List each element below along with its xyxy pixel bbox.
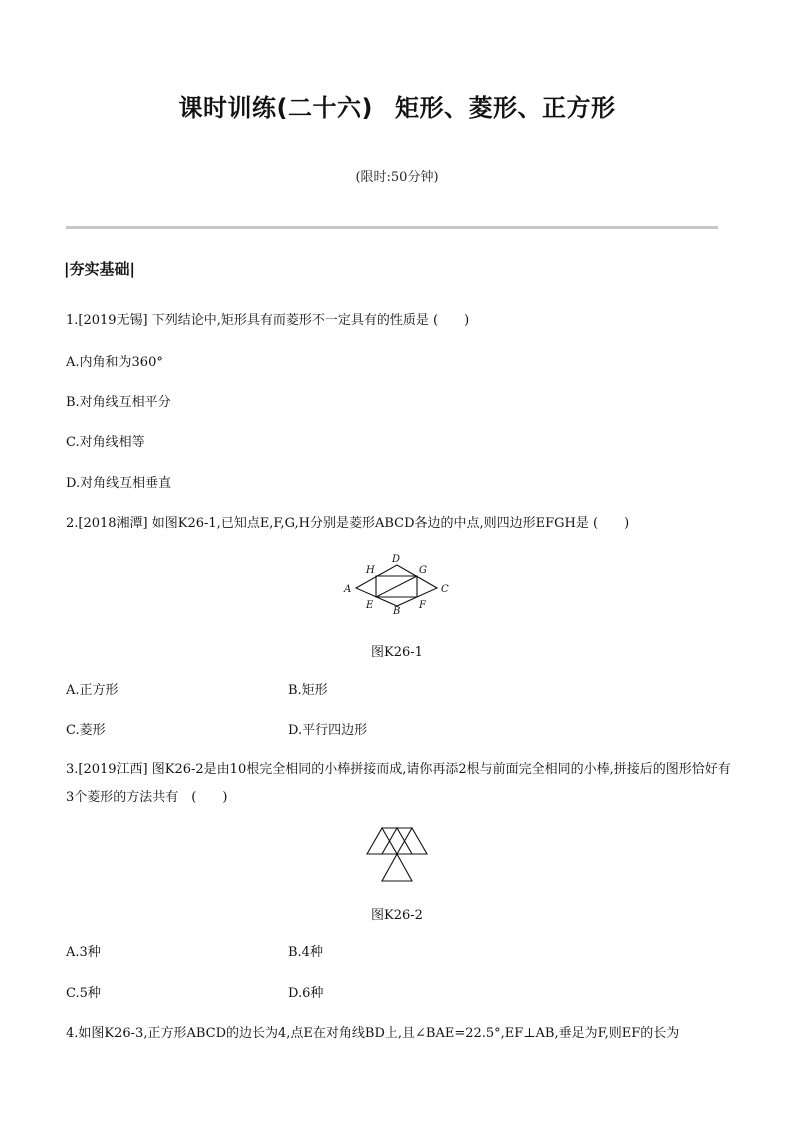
- question-3-stem: 3.[2019江西] 图K26-2是由10根完全相同的小棒拼接而成,请你再添2根与前面完全相同的小棒,拼接后的图形恰好有3个菱形的方法共有 ( ): [66, 762, 731, 805]
- triangle-center: [382, 828, 412, 854]
- page-title: [0, 88, 794, 123]
- question-3-option-a: A.3种: [66, 945, 101, 960]
- question-3-option-d: D.6种: [288, 986, 324, 1001]
- question-4-stem: 4.如图K26-3,正方形ABCD的边长为4,点E在对角线BD上,且∠BAE=22.5°,EF⊥AB,垂足为F,则EF的长为: [66, 1026, 680, 1041]
- figure-k26-2: [362, 826, 432, 884]
- question-1-option-c: C.对角线相等: [66, 435, 145, 450]
- question-2-stem: 2.[2018湘潭] 如图K26-1,已知点E,F,G,H分别是菱形ABCD各边的中点,则四边形EFGH是 ( ): [66, 516, 630, 531]
- label-f: F: [419, 600, 426, 611]
- question-3-option-c: C.5种: [66, 986, 101, 1001]
- triangle-right: [397, 828, 427, 854]
- figure-k26-1-caption: 图K26-1: [371, 645, 423, 660]
- question-1-stem: 1.[2019无锡] 下列结论中,矩形具有而菱形不一定具有的性质是 ( ): [66, 313, 470, 328]
- label-d: D: [392, 554, 401, 565]
- label-e: E: [366, 600, 374, 611]
- label-c: C: [441, 584, 449, 595]
- question-1-option-b: B.对角线互相平分: [66, 395, 171, 410]
- title-topic: 矩形、菱形、正方形: [394, 94, 616, 122]
- title-lesson: 课时训练(二十六): [178, 94, 373, 122]
- question-2-option-c: C.菱形: [66, 723, 106, 738]
- figure-k26-1: [330, 548, 460, 614]
- label-h: H: [366, 565, 375, 576]
- section-heading: |夯实基础|: [64, 260, 135, 278]
- time-limit: (限时:50分钟): [355, 170, 439, 185]
- header-divider: [66, 226, 718, 229]
- figure-k26-2-caption: 图K26-2: [371, 908, 423, 923]
- question-2-option-d: D.平行四边形: [288, 723, 368, 738]
- question-2-option-b: B.矩形: [288, 683, 328, 698]
- diagonal-eg: [376, 576, 417, 597]
- label-g: G: [419, 565, 427, 576]
- question-2-option-a: A.正方形: [66, 683, 119, 698]
- label-a: A: [344, 584, 352, 595]
- triangle-bottom: [382, 854, 412, 881]
- label-b: B: [393, 606, 401, 614]
- triangle-left: [367, 828, 397, 854]
- question-3-option-b: B.4种: [288, 945, 323, 960]
- question-1-option-d: D.对角线互相垂直: [66, 476, 172, 491]
- question-1-option-a: A.内角和为360°: [66, 355, 163, 370]
